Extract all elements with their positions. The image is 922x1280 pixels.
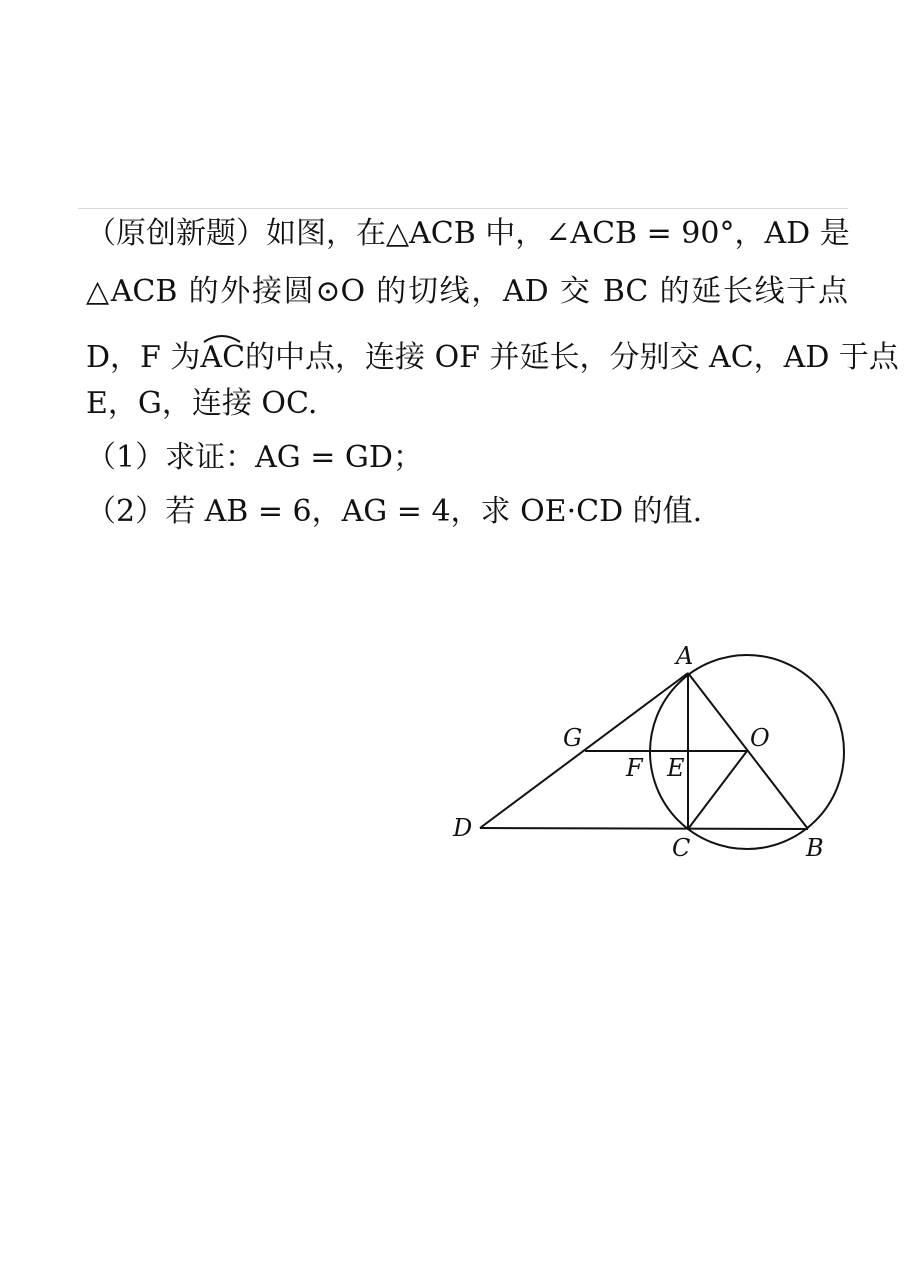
problem-line-3-start: D，F 为 — [86, 340, 201, 375]
label-o: O — [750, 724, 770, 752]
problem-line-1: （原创新题）如图，在△ACB 中，∠ACB = 90°，AD 是 — [86, 216, 850, 251]
label-c: C — [672, 834, 691, 862]
label-e: E — [667, 754, 685, 782]
segment-db — [480, 828, 808, 829]
problem-line-2: △ACB 的外接圆⊙O 的切线，AD 交 BC 的延长线于点 — [86, 274, 848, 309]
problem-line-3-end: 的中点，连接 OF 并延长，分别交 AC，AD 于点 — [245, 340, 899, 375]
label-b: B — [806, 834, 824, 862]
question-1: （1）求证：AG = GD； — [86, 440, 423, 475]
problem-line-4: E，G，连接 OC. — [86, 386, 318, 421]
label-d: D — [453, 814, 473, 842]
label-a: A — [676, 642, 694, 670]
label-g: G — [563, 724, 583, 752]
question-2: （2）若 AB = 6，AG = 4，求 OE·CD 的值. — [86, 494, 703, 529]
arc-label: AC — [200, 340, 246, 375]
segment-oc — [688, 751, 747, 829]
label-f: F — [626, 754, 643, 782]
